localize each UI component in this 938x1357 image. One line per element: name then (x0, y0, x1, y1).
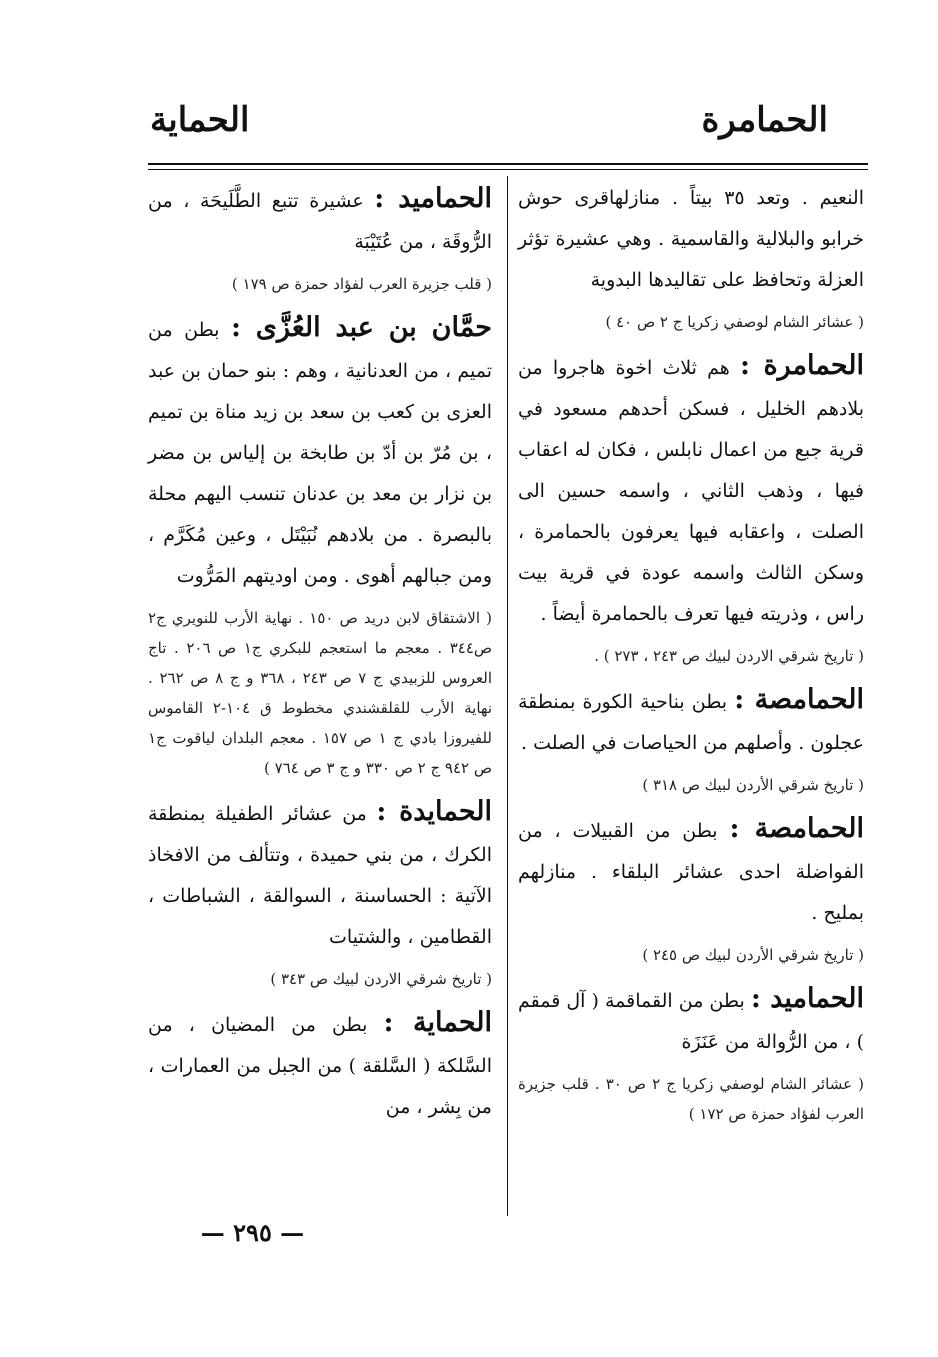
entry-headword: الحماية : (383, 1007, 492, 1038)
entry-body: عشيرة تتبع الطَّلَيحَة ، من الرُّوقَة ، من عُتَيْبَة (148, 190, 492, 253)
entry-body: بطن من المضيان ، من السَّلكة ( السَّلقة ) من الجبل من العمارات ، من بِشر ، من (148, 1014, 492, 1118)
entry-headword: الحمامرة : (740, 350, 865, 381)
entry-body: بطن من القبيلات ، من الفواضلة احدى عشائر البلقاء . منازلهم بمليح . (518, 820, 864, 924)
entry-headword: الحمايدة : (376, 796, 492, 827)
entry (148, 791, 492, 958)
entry (518, 808, 864, 934)
entry-source: ( عشائر الشام لوصفي زكريا ج ٢ ص ٤٠ ) (605, 313, 864, 331)
entry (148, 1002, 492, 1128)
entry-body: بطن من القماقمة ( آل قمقم ) ، من الرُّوالة من عَنَزَة (518, 990, 864, 1053)
entry-source: ( تاريخ شرقي الأردن لبيك ص ٣١٨ ) (642, 776, 864, 794)
entry-headword: حمَّان بن عبد العُزَّى : (230, 312, 492, 343)
header-rule-thin (148, 169, 868, 170)
entry-body: بطن من تميم ، من العدنانية ، وهم : بنو حمان بن عبد العزى بن كعب بن سعد بن زيد مناة بن تميم ، بن مُرّ بن أدّ بن طابخة بن إلياس بن مضر بن نزار بن معد بن عدنان تنسب اليهم محلة بالبصرة . من بلادهم نُبَيْتَل ، وعين مُكَرَّم ، ومن جبالهم أهوى . ومن اوديتهم المَرُّوت (148, 319, 492, 587)
header-rule (148, 163, 868, 165)
entry (148, 178, 492, 263)
entry (148, 307, 492, 597)
entry-source: ( تاريخ شرقي الأردن لبيك ص ٢٤٥ ) (642, 946, 864, 964)
column-divider (507, 176, 508, 1216)
entry-body: بطن بناحية الكورة بمنطقة عجلون . وأصلهم من الحياصات في الصلت . (518, 691, 864, 754)
entry (518, 978, 864, 1063)
right-column (518, 178, 864, 1137)
running-head-left: الحماية (150, 100, 250, 140)
entry-headword: الحمامصة : (734, 684, 864, 715)
entry-headword: الحماميد : (750, 983, 864, 1014)
entry (518, 345, 864, 635)
entry-source: ( عشائر الشام لوصفي زكريا ج ٢ ص ٣٠ . قلب جزيرة العرب لفؤاد حمزة ص ١٧٢ ) (518, 1075, 865, 1123)
entry-headword: الحماميد : (374, 183, 492, 214)
entry (518, 679, 864, 764)
running-head-right: الحمامرة (701, 100, 828, 140)
entry-source: ( قلب جزيرة العرب لفؤاد حمزة ص ١٧٩ ) (231, 275, 492, 293)
entry-body: هم ثلاث اخوة هاجروا من بلادهم الخليل ، فسكن أحدهم مسعود في قرية جبع من اعمال نابلس ، فكان له اعقاب فيها ، وذهب الثاني ، واسمه حسين الى الصلت ، واعقابه فيها يعرفون بالحمامرة ، وسكن الثالث واسمه عودة في قرية بيت راس ، وذريته فيها تعرف بالحمامرة أيضاً . (518, 357, 864, 625)
page-number: — ٢٩٥ — (200, 1218, 305, 1247)
entry-source: ( تاريخ شرقي الاردن لبيك ص ٢٤٣ ، ٢٧٣ ) . (594, 647, 864, 665)
entry-source: ( تاريخ شرقي الاردن لبيك ص ٣٤٣ ) (270, 970, 492, 988)
entry-body: النعيم . وتعد ٣٥ بيتاً . منازلهاقرى حوش خرابو والبلالية والقاسمية . وهي عشيرة تؤثر العزلة وتحافظ على تقاليدها البدوية (518, 187, 864, 291)
entry (518, 178, 864, 301)
entry-source: ( الاشتقاق لابن دريد ص ١٥٠ . نهاية الأرب للنويري ج٢ ص٣٤٤ . معجم ما استعجم للبكري ج١ ص ٢٠٦ . تاج العروس للزبيدي ج ٧ ص ٢٤٣ ، ٣٦٨ و ج ٨ ص ٢٦٢ . نهاية الأرب للقلقشندي مخطوط ق ١٠٤-٢ القاموس للفيروزا بادي ج ١ ص ١٥٧ . معجم البلدان لياقوت ج١ ص ٩٤٢ ج ٢ ص ٣٣٠ و ج ٣ ص ٧٦٤ ) (148, 609, 493, 777)
entry-headword: الحمامصة : (729, 813, 865, 844)
entry-body: من عشائر الطفيلة بمنطقة الكرك ، من بني حميدة ، وتتألف من الافخاذ الآتية : الحساسنة ، السوالقة ، الشباطات ، القطامين ، والشتيات (148, 803, 492, 948)
left-column (148, 178, 492, 1134)
